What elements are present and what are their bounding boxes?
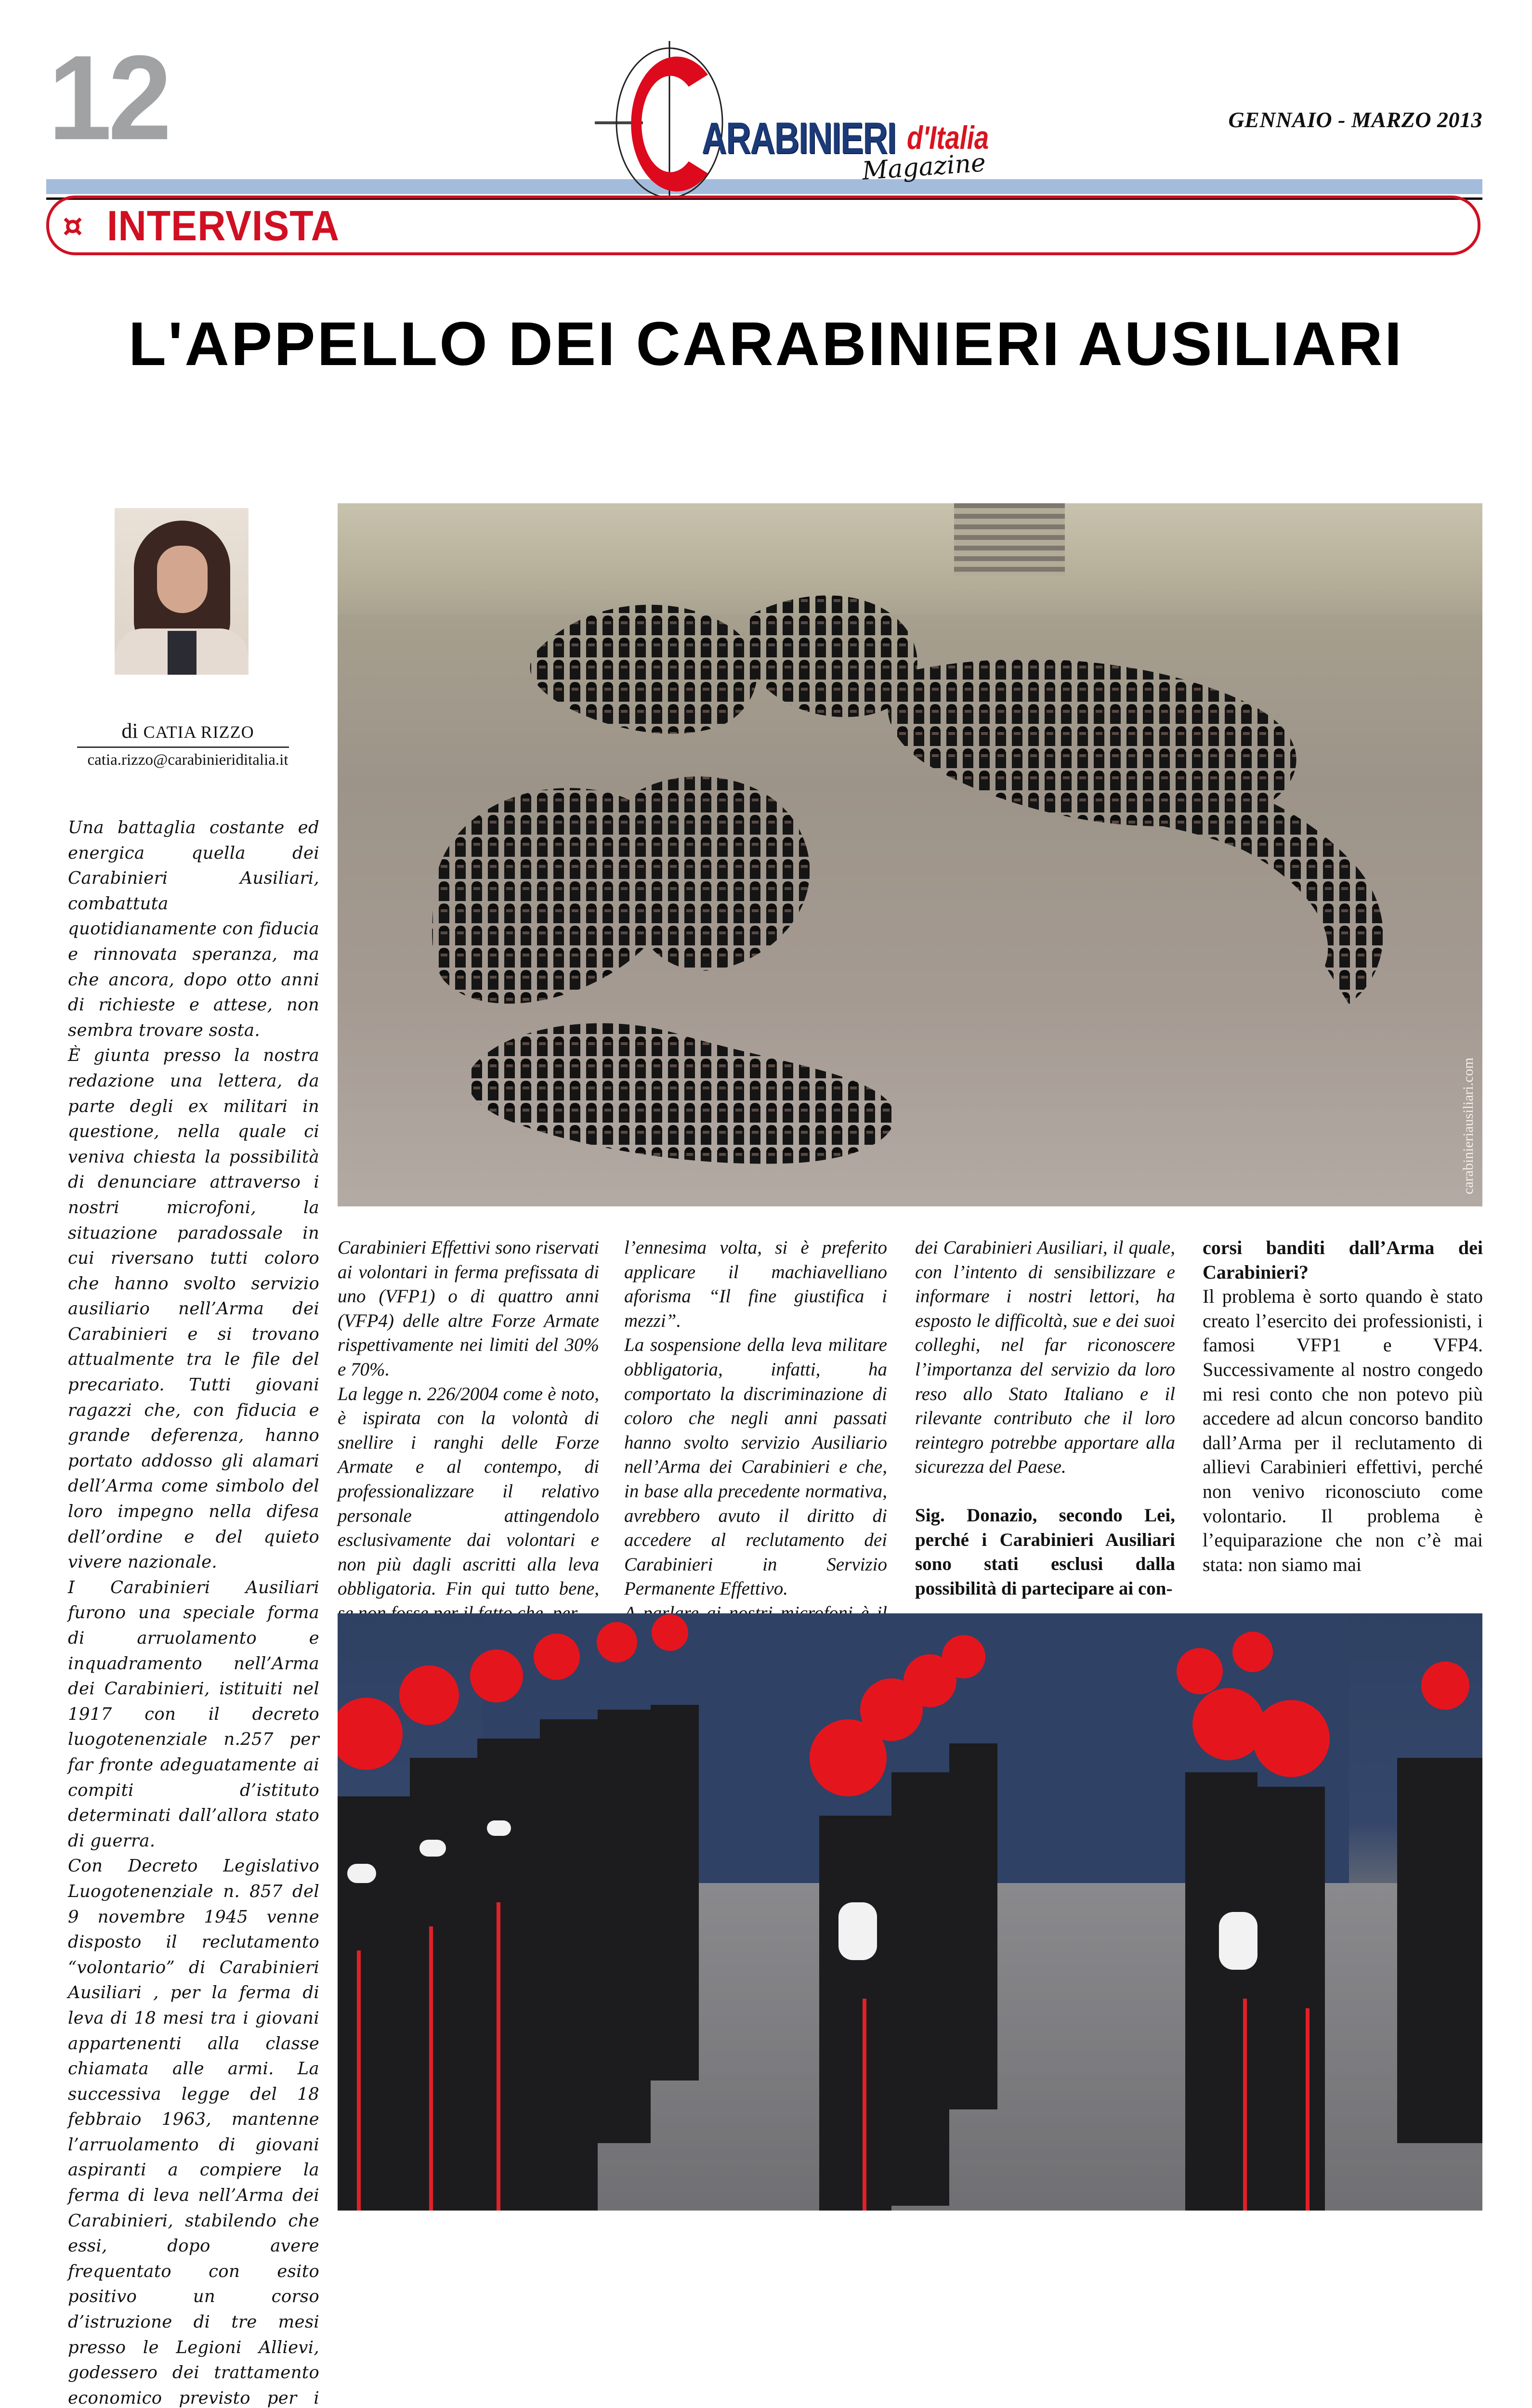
- interview-question: corsi banditi dall’Arma dei Carabinieri?: [1203, 1237, 1483, 1283]
- article-column-4: [915, 1236, 1175, 1601]
- paragraph: La legge n. 226/2004 come è noto, è ispirata con la volontà di snellire i ranghi delle Forze Armate e al contempo, di professionalizzare il relativo personale attingendolo esclusivamente dai volontari e non più dagli ascritti alla leva obbligatoria. Fin qui tutto bene,: [338, 1383, 599, 1599]
- author-name: CATIA RIZZO: [143, 722, 254, 742]
- interview-question: Sig. Donazio, secondo Lei, perché i Carabinieri Ausiliari sono stati esclusi dalla possibilità di partecipare ai con-: [915, 1505, 1175, 1599]
- byline-divider: [77, 746, 289, 748]
- photo-credit: carabinieriausiliari.com: [1460, 1057, 1476, 1194]
- logo-wordmark: ARABINIERI: [702, 114, 896, 163]
- page-number: 12: [48, 30, 168, 165]
- author-email-link[interactable]: catia.rizzo@carabinieriditalia.it: [87, 751, 288, 769]
- magazine-logo[interactable]: [590, 41, 989, 200]
- section-label: INTERVISTA: [107, 202, 340, 249]
- article-column-5: [1203, 1236, 1483, 1577]
- article-column-2: [338, 1236, 599, 1626]
- formation-figures: [338, 503, 1482, 1206]
- paragraph: Una battaglia costante ed energica quella dei Carabinieri Ausiliari, combattuta quotidianamente con fiducia e rinnovata speranza, ma che ancora, dopo otto anni di richieste e attese, non sembra trovare sosta.: [68, 818, 319, 1040]
- parade-figures: [338, 1613, 1482, 2211]
- paragraph: dei Carabinieri Ausiliari, il quale, con l’intento di sensibilizzare e informare i nostri lettori, ha esposto le difficoltà, sue e dei suoi colleghi, nel far riconoscere l’importanza del servizio da loro reso allo Stato Italiano e il rilevante contributo che il loro reintegro potrebbe apportare alla sicurezza del Paese.: [915, 1237, 1175, 1478]
- paragraph: I Carabinieri Ausiliari furono una speciale forma di arruolamento e inquadramento nell’Arma dei Carabinieri, istituiti nel 1917 con il decreto luogotenenziale n.257 per far fronte adeguatamente ai compiti d’istituto determinati dall’allora stato di guerra.: [68, 1577, 319, 1851]
- byline-prefix: di: [121, 719, 138, 743]
- author-byline: [58, 719, 318, 743]
- paragraph: Il problema è sorto quando è stato creato l’esercito dei professionisti, i famosi VFP1 e VFP4. Successivamente al nostro congedo mi resi conto che non potevo più accedere ad alcun concorso bandito dall’Arma per il reclutamento di allievi Carabinieri effettivi, perché non venivo riconosciuto come volontario. Il problema è l’equiparazione che non c’è mai stata: non siamo mai: [1203, 1285, 1483, 1575]
- paragraph: È giunta presso la nostra redazione una lettera, da parte degli ex militari in questione, nella quale ci veniva chiesta la possibilità di denunciare attraverso i nostri microfoni, la situazione paradossale in cui riversano tutti coloro che hanno svolto servizio ausiliario nell’Arma dei Carabinieri e si trovano attualmente tra le file del precariato. Tutti giovani ragazzi che, con fiducia e grande deferenza, hanno portato addosso gli alamari dell’Arma come simbolo del loro impegno nella difesa dell’ordine e del quieto vivere nazionale.: [68, 1046, 319, 1572]
- logo-tagline: Magazine: [861, 148, 987, 186]
- photo-parade: [338, 1613, 1482, 2211]
- article-title: L'APPELLO DEI CARABINIERI AUSILIARI: [128, 310, 1404, 379]
- paragraph: Con Decreto Legislativo Luogotenenziale n. 857 del 9 novembre 1945 venne disposto il reclutamento “volontario” di Carabinieri Ausiliari , per la ferma di leva di 18 mesi tra i giovani appartenenti alla classe chiamata alle armi. La successiva legge del 18 febbraio 1963, mantenne l’arruolamento di giovani aspiranti a compiere la ferma di leva nell’Arma dei Carabinieri, stabilendo che essi, dopo avere frequentato con esito positivo un corso d’istruzione di tre mesi presso le Legioni Allievi, godessero dei trattamento economico previsto per i: [68, 1856, 319, 2408]
- article-column-1: [68, 815, 319, 2408]
- paragraph: Carabinieri Effettivi sono riservati ai volontari in ferma prefissata di uno (VFP1) o di quattro anni (VFP4) delle altre Forze Armate rispettivamente nei limiti del 30% e 70%.: [338, 1237, 599, 1380]
- currency-sign-icon: ¤: [63, 207, 83, 244]
- article-column-3: [624, 1236, 887, 1650]
- paragraph: l’ennesima volta, si è preferito applicare il machiavelliano aforisma “Il fine giustifica i mezzi”.: [624, 1237, 887, 1331]
- paragraph: La sospensione della leva militare obbligatoria, infatti, ha comportato la discriminazione di coloro che negli anni passati hanno svolto servizio Ausiliario nell’Arma dei Carabinieri e che, in base alla precedente normativa, avrebbero avuto il diritto di accedere al reclutamento dei Carabinieri in Servizio Permanente Effettivo.: [624, 1335, 887, 1599]
- photo-formation: [338, 503, 1482, 1206]
- author-photo: [115, 508, 249, 675]
- issue-date: GENNAIO - MARZO 2013: [1228, 107, 1482, 132]
- logo-suffix: d'Italia: [907, 119, 989, 156]
